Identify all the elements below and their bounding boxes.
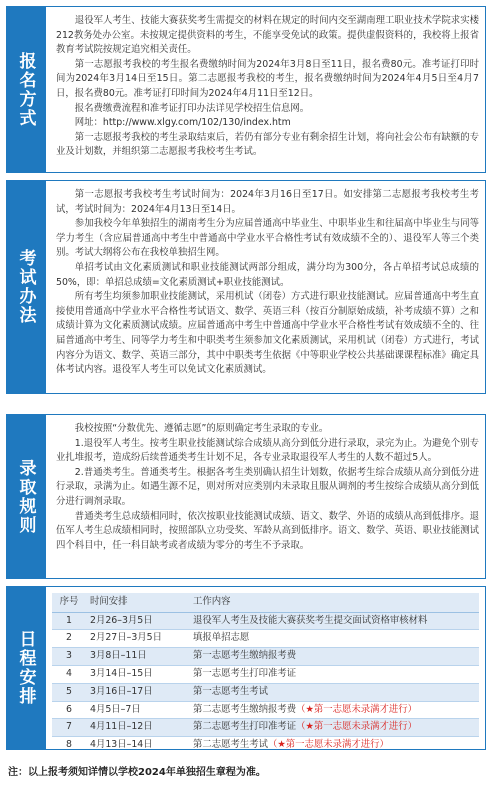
section-content	[46, 414, 486, 579]
column-header: 时间安排	[86, 593, 189, 612]
row-time: 3月8日–11日	[86, 648, 189, 666]
section-content	[46, 180, 486, 394]
row-time: 3月16日–17日	[86, 683, 189, 701]
paragraph: 所有考生均须参加职业技能测试，采用机试（闭卷）方式进行职业技能测试。应届普通高中考生直接使用普通高中学业水平合格性考试语文、数学、英语三科（按百分制原始成绩，补考成绩不算）之和成绩计算为文化素质测试成绩。应届普通高中考生中普通高中学业水平合格性考试有效成绩不全的、往届普通高中考生、同等学力考生和中职类考生须参加文化素质测试，采用机试（闭卷）方式进行，考试内容分为语文、数学、英语三部分，其中中职类考生依据《中等职业学校公共基础课课程标准》确定具体考试内容。退役军人考生可以免试文化素质测试。	[56, 291, 479, 376]
row-time: 4月5日–7日	[86, 701, 189, 719]
section-label: 日程安排	[6, 586, 46, 750]
row-time: 2月27日–3月5日	[86, 630, 189, 648]
paragraph: 退役军人考生、技能大赛获奖考生需提交的材料在规定的时间内交至湖南理工职业技术学院求实楼212教务处办公室。未按规定提供资料的考生，不能享受免试的政策。提供虚假资料的，我校将上报省教育考试院按规定追究相关责任。	[56, 15, 479, 56]
row-number: 5	[52, 683, 86, 701]
section-content	[46, 6, 486, 173]
section-admission	[6, 414, 486, 579]
table-row	[52, 719, 479, 737]
row-work: 第二志愿考生打印准考证（★第一志愿未录满才进行）	[189, 719, 479, 737]
section-label: 考试办法	[6, 180, 46, 394]
table-row	[52, 737, 479, 750]
paragraph: 第一志愿报考我校考生考试时间为：2024年3月16日至17日。如安排第二志愿报考我校考生考试，考试时间为：2024年4月13日至14日。	[56, 189, 479, 215]
table-row	[52, 665, 479, 683]
paragraph: 参加我校今年单独招生的湖南考生分为应届普通高中毕业生、中职毕业生和往届高中毕业生与同等学力考生（含应届普通高中考生中普通高中学业水平合格性考试有效成绩不全的）、退役军人等三个类别。考试大纲将公布在我校单独招生网。	[56, 218, 479, 259]
section-registration	[6, 6, 486, 173]
table-row	[52, 630, 479, 648]
row-number: 2	[52, 630, 86, 648]
paragraph: 第一志愿报考我校的考生报名费缴纳时间为2024年3月8日至11日，报名费80元。准考证打印时间为2024年3月14日至15日。第二志愿报考我校的考生，报名费缴纳时间为2024年4月5日至4月7日，报名费80元。准考证打印时间为2024年4月11日至12日。	[56, 58, 479, 99]
table-row	[52, 701, 479, 719]
table-row	[52, 612, 479, 630]
footer-note: 注：以上报考须知详情以学校2024年单独招生章程为准。	[8, 767, 266, 778]
row-number: 4	[52, 665, 86, 683]
paragraph: 单招考试由文化素质测试和职业技能测试两部分组成，满分均为300分，各占单招考试总成绩的50%，即：单招总成绩=文化素质测试+职业技能测试。	[56, 261, 479, 288]
table-header-row	[52, 593, 479, 612]
paragraph: 我校按照“分数优先、遵循志愿”的原则确定考生录取的专业。	[74, 423, 329, 434]
row-work: 填报单招志愿	[189, 630, 479, 648]
section-label: 录取规则	[6, 414, 46, 579]
website-url: 网址：http://www.xlgy.com/102/130/index.htm	[74, 117, 291, 129]
row-time: 4月13日–14日	[86, 737, 189, 750]
row-time: 3月14日–15日	[86, 665, 189, 683]
section-schedule	[6, 586, 486, 750]
table-row	[52, 648, 479, 666]
paragraph: 普通类考生总成绩相同时，依次按职业技能测试成绩、语文、数学、外语的成绩从高到低排序。退伍军人考生总成绩相同时，按照部队立功受奖、军龄从高到低排序。语文、数学、英语、职业技能测试四个科目中，任一科目缺考或者成绩为零分的考生不予录取。	[56, 510, 479, 551]
row-work: 第二志愿考生缴纳报考费（★第一志愿未录满才进行）	[189, 701, 479, 719]
table-row	[52, 683, 479, 701]
row-time: 2月26–3月5日	[86, 612, 189, 630]
row-number: 1	[52, 612, 86, 630]
paragraph: 1.退役军人考生。按考生职业技能测试综合成绩从高分到低分进行录取，录完为止。为避免个别专业扎堆报考，造成纷后续普通类考生计划不足，各专业录取退役军人考生的人数不超过5人。	[56, 437, 479, 464]
row-work: 退役军人考生及技能大赛获奖考生提交面试资格审核材料	[189, 612, 479, 630]
row-work: 第二志愿考生考试（★第一志愿未录满才进行）	[189, 737, 479, 750]
paragraph: 报名费缴费流程和准考证打印办法详见学校招生信息网。	[74, 102, 310, 114]
row-work: 第一志愿考生考试	[189, 683, 479, 701]
paragraph: 第一志愿报考我校的考生录取结束后，若仍有部分专业有剩余招生计划，将向社会公布有缺额的专业及计划数，并组织第二志愿报考我校考生考试。	[56, 131, 479, 158]
section-label: 报名方式	[6, 6, 46, 173]
row-work: 第一志愿考生缴纳报考费	[189, 648, 479, 666]
row-number: 8	[52, 737, 86, 750]
row-work: 第一志愿考生打印准考证	[189, 665, 479, 683]
column-header: 工作内容	[189, 593, 479, 612]
row-number: 3	[52, 648, 86, 666]
section-exam	[6, 180, 486, 394]
row-number: 7	[52, 719, 86, 737]
row-time: 4月11日–12日	[86, 719, 189, 737]
row-number: 6	[52, 701, 86, 719]
paragraph: 2.普通类考生。普通类考生。根据各考生类别确认招生计划数，依据考生综合成绩从高分到低分进行录取，录满为止。如遇生源不足，则对所对应类别内未录取且服从调剂的考生按综合成绩从高分到低分进行调剂录取。	[56, 466, 479, 507]
schedule-content	[46, 586, 486, 750]
schedule-table	[52, 593, 479, 750]
column-header: 序号	[52, 593, 86, 612]
